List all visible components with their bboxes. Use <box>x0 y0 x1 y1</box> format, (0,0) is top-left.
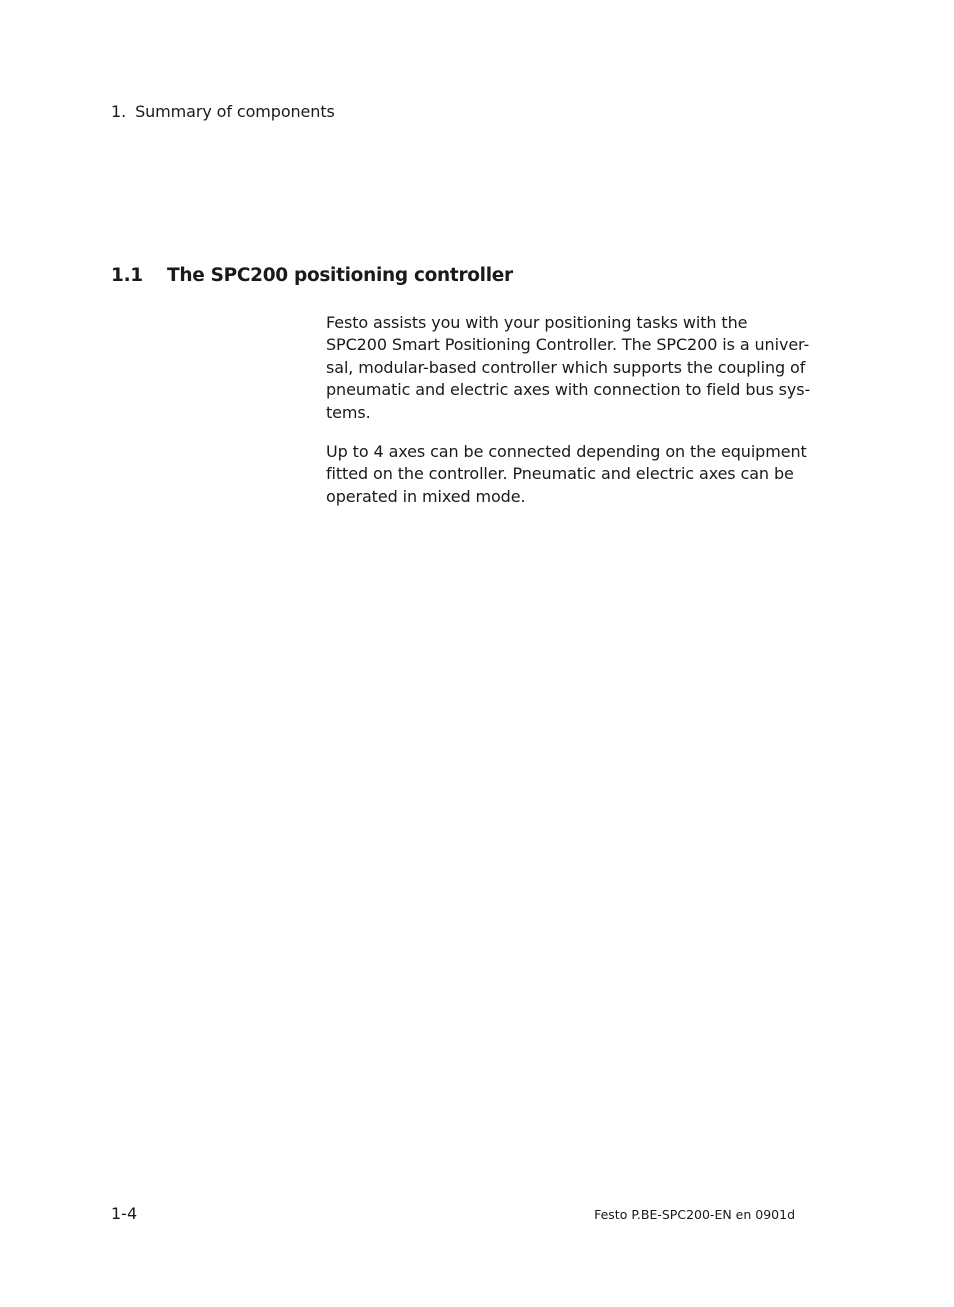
document-reference: Festo P.BE-SPC200-EN en 0901d <box>594 1207 795 1222</box>
text-line: tems. <box>326 402 371 422</box>
body-text <box>326 312 811 525</box>
paragraph <box>326 312 811 424</box>
text-line: sal, modular-based controller which supports the coupling of <box>326 357 806 377</box>
text-line: fitted on the controller. Pneumatic and electric axes can be <box>326 464 794 484</box>
running-header <box>111 101 335 123</box>
text-line: SPC200 Smart Positioning Controller. The SPC200 is a univer- <box>326 335 810 355</box>
text-line: Up to 4 axes can be connected depending on the equipment <box>326 442 807 462</box>
page-number: 1-4 <box>111 1204 138 1223</box>
section-title: The SPC200 positioning controller <box>167 265 513 286</box>
paragraph <box>326 441 806 508</box>
text-line: Festo assists you with your positioning tasks with the <box>326 313 748 332</box>
chapter-number: 1. <box>111 102 127 121</box>
text-line: pneumatic and electric axes with connection to field bus sys- <box>326 380 811 400</box>
chapter-title: Summary of components <box>135 102 335 121</box>
section-heading <box>111 263 513 289</box>
section-number: 1.1 <box>111 265 143 286</box>
text-line: operated in mixed mode. <box>326 486 526 506</box>
